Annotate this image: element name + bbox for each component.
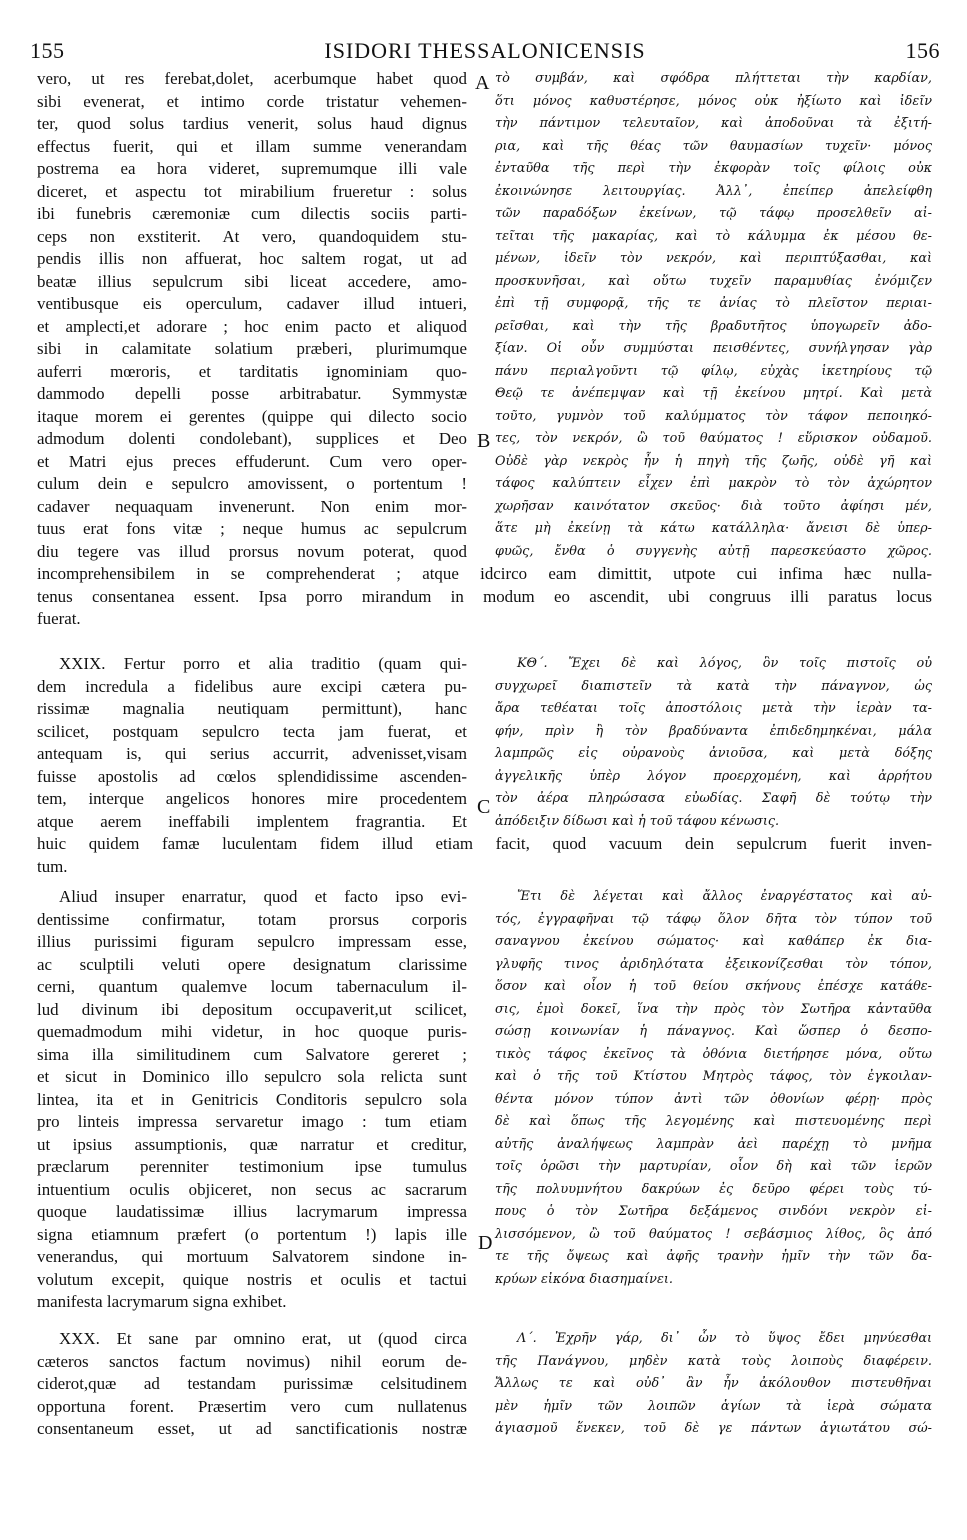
text-line: λαμπρῶς εἰς οὐρανοὺς ἀνιοῦσα, καὶ μετὰ δόξης — [495, 746, 932, 761]
latin-paragraph-3 — [37, 886, 467, 1314]
text-line: rissimæ magnalia neutiquam permittunt), hanc — [37, 699, 467, 718]
text-line: Θεῷ τε ἀνέπεμψαν καὶ τῇ ἐκείνου μητρί. Καὶ μετὰ — [495, 386, 932, 401]
text-line: τοῖς ὁρῶσι τὴν μαρτυρίαν, οἷον δὴ καὶ τῶν ἱερῶν — [495, 1159, 932, 1174]
text-line: ἐνταῦθα τῆς περὶ τὴν ἐκφορὰν τοῖς φίλοις οὐκ — [495, 161, 932, 176]
text-line: ac sculptili veluti opere designatum clarissime — [37, 954, 467, 974]
text-line: προσκυνῆσαι, καὶ οὕτω τυχεῖν παραμυθίας ἐνόμιζεν — [495, 273, 932, 289]
text-line: illius purissimi figuram sepulcro impressam esse, — [37, 932, 467, 951]
text-line: diu tegere vas illud prorsus novum poterat, quod — [37, 541, 467, 561]
text-line: sibi evenerat, et intimo corde tristatur vehemen- — [37, 91, 467, 111]
margin-letter-d: D — [478, 1232, 493, 1254]
text-line: ἄρα τεθέαται τοῖς ἀποστόλοις μετὰ τὴν ἱερὰν τα- — [495, 701, 932, 716]
text-line: sima illa similitudinem cum Salvatore gereret ; — [37, 1044, 467, 1064]
text-line: atque aerem ineffabili implentem fragrantia. Et — [37, 811, 467, 831]
text-line: τός, ἐγγραφῆναι τῷ τάφῳ ὅλον δῆτα τὸν τύπον τοῦ — [495, 911, 932, 927]
greek-paragraph-3 — [495, 886, 932, 1291]
text-line: σαναγνου ἐκείνου σώματος· καὶ καθάπερ ἐκ δια- — [495, 934, 932, 949]
greek-paragraph-2 — [495, 653, 932, 833]
text-line: ut ipsius assumptionis, quæ narratur et creditur, — [37, 1134, 467, 1154]
text-line: pendis illis non affuerat, hoc saltem rogat, ut ad — [37, 249, 467, 268]
text-line: præclarum perenniter testimonium ipse tumulus — [37, 1157, 467, 1176]
text-line: δὲ καὶ ὅπως τῆς λεγομένης καὶ πιστευομένης περὶ — [495, 1114, 932, 1129]
text-line: cerni, quantum qualemve locum tabernaculum il- — [37, 977, 467, 996]
text-line: τῆς Πανάγνου, μηδὲν κατὰ τοὺς λοιποὺς διαφέρειν. — [495, 1353, 932, 1369]
text-line: ceps non exstiterit. At vero, quandoquidem stu- — [37, 226, 467, 246]
text-line: ἀπόδειξιν δίδωσι καὶ ἡ τοῦ τάφου κένωσις. — [495, 813, 780, 829]
text-line: ἀγγελικῆς ὑπὲρ λόγον προερχομένη, καὶ ἀρρήτου — [495, 768, 932, 784]
text-line: tuus erat fons vitæ ; neque humus ac sepulcrum — [37, 519, 467, 538]
text-line: Ἔτι δὲ λέγεται καὶ ἄλλος ἐναργέστατος καὶ αὐ- — [517, 889, 932, 904]
text-line: Ἄλλως τε καὶ οὐδ᾽ ἂν ἦν ἀκόλουθον πιστευθῆναι — [495, 1376, 932, 1391]
text-line: et Matri ejus preces effuderunt. Cum vero oper- — [37, 451, 467, 471]
text-line: τῆς πολυυμνήτου δακρύων ἐς δεῦρο φέρει τοὺς τύ- — [495, 1181, 932, 1197]
text-line: tem, interque angelicos honores mire procedentem — [37, 789, 467, 808]
latin-paragraph-1 — [37, 68, 467, 563]
greek-paragraph-1 — [495, 68, 932, 563]
text-line: τοῦτο, γυμνὸν τοῦ καλύμματος τὸν τάφον πεποιηκό- — [495, 408, 932, 424]
text-line: ὅτι μόνος καθυστέρησε, μόνος οὐκ ἠξίωτο καὶ ἰδεῖν — [495, 93, 932, 109]
text-line: incomprehensibilem in se comprehenderat ; atque idcirco eam dimittit, utpote cui infima hæc nulla- — [37, 564, 932, 583]
text-line: cæteros sanctos factum novimus) nihil eorum de- — [37, 1351, 467, 1371]
text-line: ἐπὶ τῇ συμφορᾷ, τῆς τε ἀνίας τὸ πλεῖστον περιαι- — [495, 296, 932, 311]
margin-letter-a: A — [475, 72, 490, 94]
text-line: postrema ea hora videret, supremumque illi vale — [37, 159, 467, 178]
text-line: φήν, πρὶν ἢ τὸν βραδύναντα ἐπιδεδημηκέναι, μάλα — [495, 723, 932, 739]
text-line: dem incredula a fidelibus aure excipi cætera pu- — [37, 676, 467, 696]
text-line: αὐτῆς ἀναλήψεως λαμπρὰν ἀεὶ παρέχῃ τὸ μνῆμα — [495, 1136, 932, 1152]
text-line: dammodo depelli posse arbitrabatur. Symmystæ — [37, 384, 467, 403]
text-line: καὶ ὁ τῆς τοῦ Κτίστου Μητρὸς τάφος, τὸν ἐγκοιλαν- — [495, 1069, 932, 1084]
text-line: ἐκοινώνησε λειτουργίας. Ἀλλ᾽, ἐπείπερ ἀπελείφθη — [495, 183, 932, 199]
text-line: tum. — [37, 857, 68, 876]
text-line: λισσόμενον, ὢ τοῦ θαύματος ! σεβάσμιος λίθος, ὃς ἀπό — [495, 1226, 932, 1242]
text-line: diceret, et aspectu tot mirabilium frueretur : solus — [37, 181, 467, 201]
text-line: fuisse apostolis ad cœlos splendidissime ascenden- — [37, 766, 467, 786]
margin-letter-c: C — [477, 796, 491, 818]
text-line: τάφος καλύπτειν εἶχεν ἐπὶ μακρὸν τὸ τὸν ἀχώρητον — [495, 476, 932, 491]
text-line: Οὐδὲ γὰρ νεκρὸς ἦν ἡ πηγὴ τῆς ζωῆς, οὐδὲ γῆ καὶ — [495, 453, 932, 469]
text-line: μένων, ἰδεῖν τὸν νεκρόν, καὶ περιπτύξασθαι, καὶ — [495, 251, 932, 266]
text-line: πους ὁ τὸν Σωτῆρα δεξάμενος σινδόνι νεκρὸν εἰ- — [495, 1204, 932, 1219]
text-line: Λ΄. Ἐχρῆν γάρ, δι᾽ ὧν τὸ ὕψος ἔδει μηνύεσθαι — [517, 1331, 932, 1346]
greek-paragraph-4 — [495, 1328, 932, 1441]
text-line: beatæ illius sepulcrum sibi liceat accedere, amo- — [37, 271, 467, 291]
text-line: lud divinum ibi depositum occupaverit,ut scilicet, — [37, 999, 467, 1019]
text-line: quoque laudatissimæ illius lacrymarum impressa — [37, 1202, 467, 1221]
latin-paragraph-1-full-width — [37, 563, 932, 608]
text-line: τῶν παραδόξων ἐκείνων, τῷ τάφῳ προσελθεῖν αἰ- — [495, 206, 932, 221]
text-line: volutum excepit, quique nostris et oculis et tactui — [37, 1269, 467, 1289]
text-line: τες, τὸν νεκρόν, ὢ τοῦ θαύματος ! εὕρισκον οὐδαμοῦ. — [495, 431, 932, 446]
text-line: fuerat. — [37, 609, 81, 628]
text-line: σώσῃ κοινωνίαν ἡ πάναγνος. Καὶ ὥσπερ ὁ δεσπο- — [495, 1024, 932, 1039]
text-line: ciderot,quæ ad testandam purissimæ celsitudinem — [37, 1374, 467, 1393]
text-line: ρεῖσθαι, καὶ τὴν τῆς βραδυτῆτος ὑπογωρεῖν ἀδο- — [495, 318, 932, 334]
text-line: τὸν ἀέρα πληρώσασα εὐωδίας. Σαφῆ δὲ τούτῳ τὴν — [495, 791, 932, 806]
text-line: ὅσον καὶ οἷον ἡ τοῦ θείου σκήνους ἐπέσχε κατάθε- — [495, 979, 932, 994]
text-line: intuentium oculis objiceret, non secus ac sacrarum — [37, 1179, 467, 1199]
text-line: τε τῆς ὄψεως καὶ ἀφῆς τρανὴν ἡμῖν τὴν τῶν δα- — [495, 1249, 932, 1264]
text-line: auferri mœroris, et tarditatis ignominiam quo- — [37, 361, 467, 381]
latin-paragraph-2-end — [37, 856, 237, 879]
text-line: XXIX. Fertur porro et alia traditio (quam qui- — [59, 654, 467, 673]
text-line: signa etiamnum præfert (o portentum !) lapis ille — [37, 1224, 467, 1244]
text-line: ter, quod solus tardius venerit, solus haud dignus — [37, 114, 467, 133]
text-line: et sicut in Dominico illo sepulcro sola relicta sunt — [37, 1067, 467, 1086]
text-line: tenus consentanea essent. Ipsa porro mirandum in modum eo ascendit, ubi congruus illi paratus locus — [37, 586, 932, 606]
text-line: opportuna forent. Præsertim vero cum nullatenus — [37, 1396, 467, 1416]
text-line: manifesta lacrymarum signa exhibet. — [37, 1292, 287, 1311]
text-line: culum dein e sepulcro amovissent, o portentum ! — [37, 474, 467, 493]
text-line: ibi funebris cæremoniæ cum dilectis sociis parti- — [37, 204, 467, 223]
latin-paragraph-4 — [37, 1328, 467, 1441]
text-line: itaque morem ei gerentes (quippe qui dilecto socio — [37, 406, 467, 426]
page-number-left: 155 — [30, 38, 65, 63]
text-line: et amplecti,et adorare ; hoc enim pacto et aliquod — [37, 316, 467, 336]
text-line: φυῶς, ἔνθα ὁ συγγενὴς αὐτῇ παρεσκεύαστο χῶρος. — [495, 543, 932, 559]
text-line: πάνυ περιαλγοῦντι τῷ φίλῳ, εὐχὰς ἱκετηρίους τῷ — [495, 363, 932, 379]
running-header — [30, 38, 940, 66]
text-line: ἅτε μὴ ἐκείνῃ τὰ κάτω κατάλληλα· ἄνεισι δὲ ὑπερ- — [495, 521, 932, 536]
text-line: μὲν ἡμῖν τῶν λοιπῶν ἁγίων τὰ ἱερὰ σώματα — [495, 1398, 932, 1414]
text-line: σις, ἐμοὶ δοκεῖ, ἵνα τὴν πρὸς τὸν Σωτῆρα κἀνταῦθα — [495, 1001, 932, 1017]
text-line: quemadmodum mihi videtur, in hoc quoque puris- — [37, 1022, 467, 1041]
text-line: συγχωρεῖ διαπιστεῖν τὰ κατὰ τὴν πάναγνον, ὡς — [495, 678, 932, 694]
text-line: τὴν πάντιμον τελευταῖον, καὶ ἀποδοῦναι τὰ ἐξιτή- — [495, 116, 932, 131]
text-line: sibi in calamitate solatium præberi, plurimumque — [37, 339, 467, 358]
latin-paragraph-2-full-width — [37, 833, 932, 856]
latin-paragraph-1-end — [37, 608, 237, 631]
text-line: θέντα μόνον τύπον ἀντὶ τῶν ὀθονίων φέρῃ· πρὸς — [495, 1091, 932, 1107]
latin-paragraph-2 — [37, 653, 467, 833]
margin-letter-b: B — [477, 430, 491, 452]
text-line: γλυφῆς τινος ἀριδηλότατα ἐξεικονίζεσθαι τὸν τόπον, — [495, 956, 932, 972]
text-line: χωρῆσαν καινότατον σκεῦος· διὰ τοῦτο ἀφίησι μέν, — [495, 498, 932, 514]
text-line: vero, ut res ferebat,dolet, acerbumque habet quod — [37, 69, 467, 88]
running-title: ISIDORI THESSALONICENSIS — [324, 38, 646, 63]
text-line: cadaver nequaquam invenerunt. Non enim mor- — [37, 496, 467, 516]
text-line: κρύων εἰκόνα διασημαίνει. — [495, 1271, 673, 1287]
text-line: antequam is, qui serius accurrit, advenisset,visam — [37, 744, 467, 763]
text-line: lintea, ita et in Genitricis Conditoris sepulcro sola — [37, 1089, 467, 1109]
text-line: pro linteis impressa servaretur imago : tum etiam — [37, 1112, 467, 1131]
text-line: venerandus, qui mortuum Salvatorem sindone in- — [37, 1247, 467, 1266]
text-line: τικὸς τάφος ἐκεῖνος τὰ ὀθόνια διετήρησε μόνα, οὕτω — [495, 1046, 932, 1062]
text-line: XXX. Et sane par omnino erat, ut (quod circa — [59, 1329, 467, 1348]
text-line: ξίαν. Οἱ οὖν συμμύσται πεισθέντες, συνήλγησαν γὰρ — [495, 341, 932, 356]
page-number-right: 156 — [905, 38, 940, 63]
text-line: dentissime confirmatur, totam prorsus corporis — [37, 909, 467, 929]
text-line: admodum dolenti condolebant), supplices et Deo — [37, 429, 467, 448]
text-line: ventibusque eis operculum, cadaver illud intueri, — [37, 294, 467, 313]
text-line: huic quidem famæ luculentam fidem illud etiam facit, quod vacuum dein sepulcrum fuerit inven- — [37, 834, 932, 853]
text-line: τὸ συμβάν, καὶ σφόδρα πλήττεται τὴν καρδίαν, — [495, 71, 932, 86]
text-line: τεῖται τῆς μακαρίας, καὶ τὸ κάλυμμα ἐκ μέσου θε- — [495, 228, 932, 244]
text-line: scilicet, postquam sepulcro tecta jam fuerat, et — [37, 721, 467, 741]
text-line: consentaneum esset, ut ad sanctificationis nostræ — [37, 1419, 467, 1438]
text-line: ρια, καὶ τῆς θέας τῶν θαυμασίων τυχεῖν· μόνος — [495, 138, 932, 154]
text-line: ἁγιασμοῦ ἕνεκεν, τοῦ δὲ γε πάντων ἁγιωτάτου σώ- — [495, 1421, 932, 1436]
text-line: ΚΘ΄. Ἔχει δὲ καὶ λόγος, ὃν τοῖς πιστοῖς οὐ — [517, 656, 932, 671]
text-line: Aliud insuper enarratur, quod et facto ipso evi- — [59, 887, 467, 906]
text-line: effectus fuerit, qui et illam summe venerandam — [37, 136, 467, 156]
